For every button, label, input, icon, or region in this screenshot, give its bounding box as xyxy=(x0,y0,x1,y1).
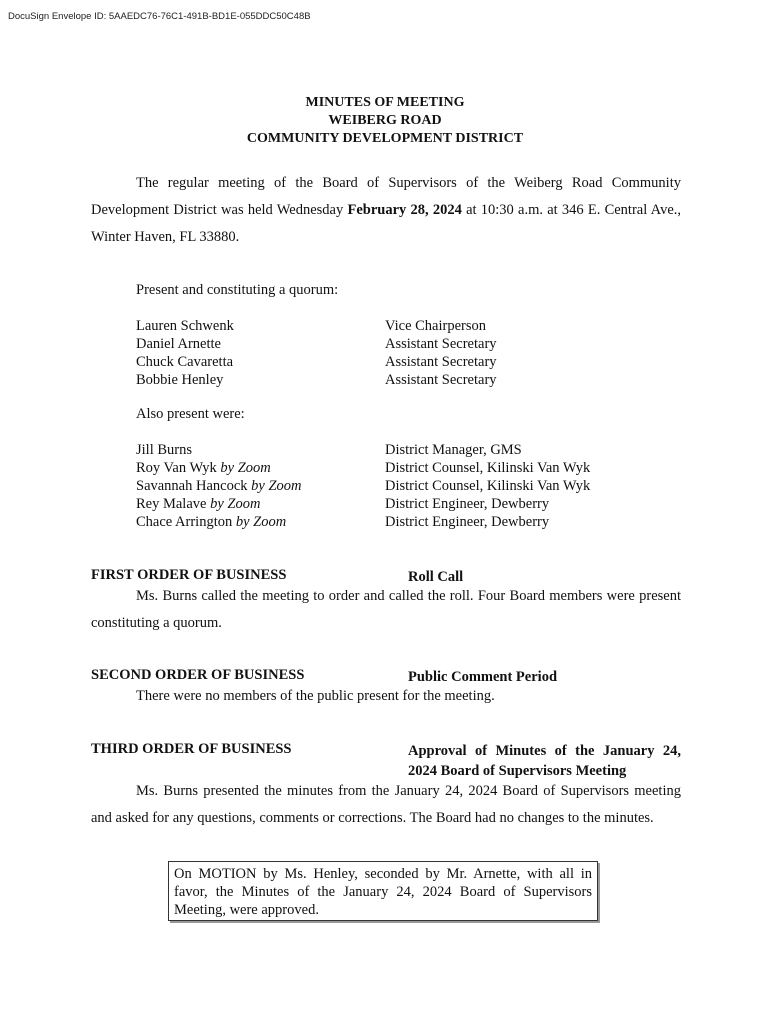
motion-box: On MOTION by Ms. Henley, seconded by Mr. Arnette, with all in favor, the Minutes of the January 24, 2024 Board of Supervisors Meeting, were approved. xyxy=(168,861,598,921)
attendee-name: Savannah Hancock by Zoom xyxy=(136,478,302,494)
attendee-role: District Engineer, Dewberry xyxy=(385,514,550,530)
attendance-note: by Zoom xyxy=(235,514,287,530)
attendee-name: Roy Van Wyk by Zoom xyxy=(136,460,271,476)
attendee-role: Assistant Secretary xyxy=(385,336,497,352)
title-line-2: WEIBERG ROAD xyxy=(328,113,442,128)
order-topic: Public Comment Period xyxy=(408,669,558,685)
attendance-note: by Zoom xyxy=(251,478,302,494)
meeting-date: February 28, 2024 xyxy=(347,202,462,218)
order-heading: SECOND ORDER OF BUSINESS xyxy=(91,667,305,683)
attendee-role: District Manager, GMS xyxy=(385,442,522,458)
intro-paragraph xyxy=(91,170,681,251)
attendee-name: Bobbie Henley xyxy=(136,372,224,388)
attendee-name: Daniel Arnette xyxy=(136,336,221,352)
attendee-role: Vice Chairperson xyxy=(385,318,486,334)
title-line-1: MINUTES OF MEETING xyxy=(305,95,465,110)
quorum-label: Present and constituting a quorum: xyxy=(136,282,339,298)
order-heading: THIRD ORDER OF BUSINESS xyxy=(91,741,292,757)
intro-text-after: at 10:30 a.m. at 346 E. Central Ave., Winter Haven, FL 33880. xyxy=(91,202,682,245)
order-topic: Roll Call xyxy=(408,569,464,585)
envelope-id: DocuSign Envelope ID: 5AAEDC76-76C1-491B-BD1E-055DDC50C48B xyxy=(8,11,311,22)
document-title xyxy=(0,94,770,148)
attendee-name: Chace Arrington by Zoom xyxy=(136,514,287,530)
attendee-role: Assistant Secretary xyxy=(385,354,497,370)
attendance-note: by Zoom xyxy=(210,496,261,512)
attendee-name: Jill Burns xyxy=(136,442,192,458)
order-heading: FIRST ORDER OF BUSINESS xyxy=(91,567,287,583)
first-order-text: Ms. Burns called the meeting to order and called the roll. Four Board members were present constituting a quorum. xyxy=(91,588,681,631)
title-line-3: COMMUNITY DEVELOPMENT DISTRICT xyxy=(246,131,524,146)
attendee-name: Chuck Cavaretta xyxy=(136,354,234,370)
order-topic: Approval of Minutes of the January 24, 2024 Board of Supervisors Meeting xyxy=(408,743,681,779)
attendee-role: District Counsel, Kilinski Van Wyk xyxy=(385,460,591,476)
attendee-role: District Counsel, Kilinski Van Wyk xyxy=(385,478,591,494)
attendance-note: by Zoom xyxy=(220,460,271,476)
attendee-name: Lauren Schwenk xyxy=(136,318,234,334)
intro-text-before: The regular meeting of the Board of Supervisors of the Weiberg Road Community Development District was held Wednesday xyxy=(91,175,681,218)
also-present-label: Also present were: xyxy=(136,406,245,422)
third-order-text: Ms. Burns presented the minutes from the January 24, 2024 Board of Supervisors meeting and asked for any questions, comments or corrections. The Board had no changes to the minutes. xyxy=(91,783,681,826)
attendee-role: District Engineer, Dewberry xyxy=(385,496,550,512)
second-order-text: There were no members of the public present for the meeting. xyxy=(136,688,495,704)
attendee-name: Rey Malave by Zoom xyxy=(136,496,261,512)
attendee-role: Assistant Secretary xyxy=(385,372,497,388)
